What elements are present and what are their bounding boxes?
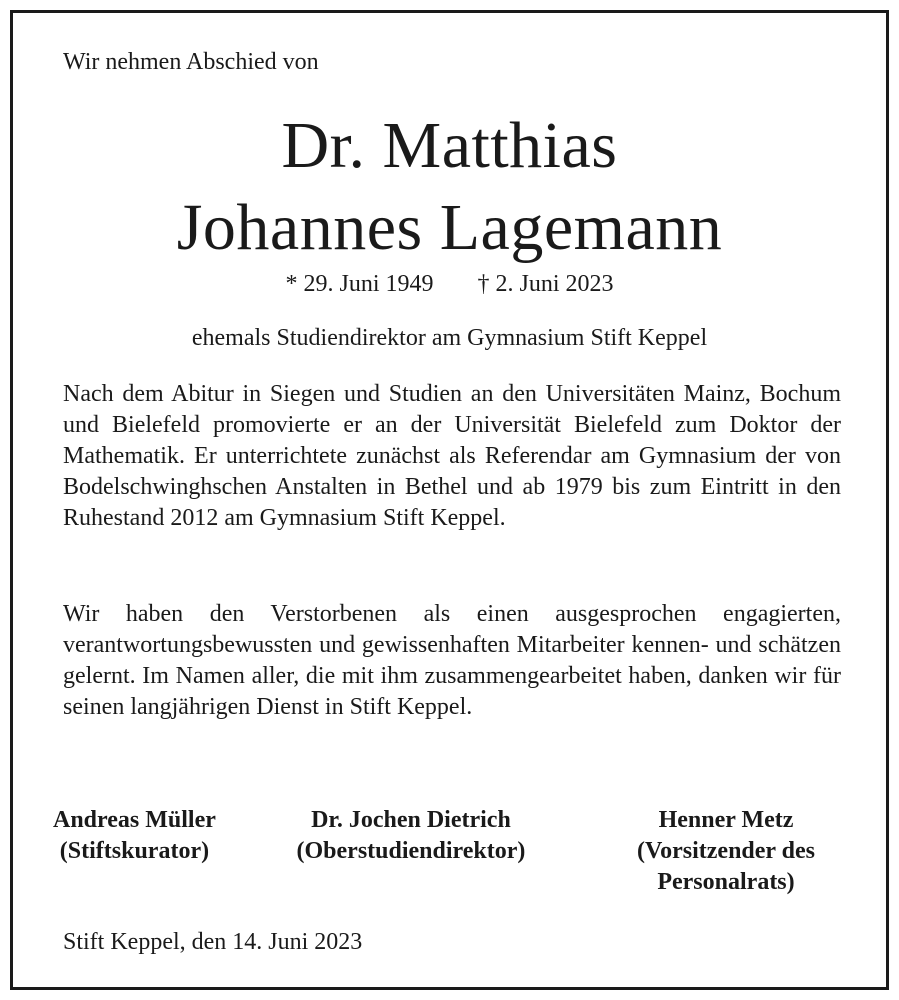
signer-title: (Oberstudiendirektor) [296, 838, 526, 864]
signer-title: (Stiftskurator) [59, 838, 210, 864]
death-date: † 2. Juni 2023 [477, 271, 614, 297]
life-dates [13, 271, 886, 298]
tribute-paragraph: Wir haben den Verstorbenen als einen ausgesprochen engagierten, verantwortungsbewussten und gewissenhaften Mitarbeiter kennen- und schätzen gelernt. Im Namen aller, die mit ihm zusammengearbeitet haben, danken wir für seinen langjährigen Dienst in Stift Keppel. [63, 601, 841, 720]
former-role: ehemals Studiendirektor am Gymnasium Stift Keppel [191, 325, 708, 351]
obituary-notice [10, 10, 889, 990]
name-line-2: Johannes Lagemann [176, 191, 723, 264]
deceased-name [13, 105, 886, 269]
signer-name: Dr. Jochen Dietrich [311, 807, 511, 833]
place-and-date: Stift Keppel, den 14. Juni 2023 [63, 929, 363, 955]
signer-2 [297, 805, 526, 898]
birth-date: * 29. Juni 1949 [285, 271, 434, 297]
signer-title: (Vorsitzender des Personalrats) [637, 838, 815, 895]
signer-3 [606, 805, 846, 898]
name-line-1: Dr. Matthias [281, 109, 618, 182]
signatories [53, 805, 846, 898]
signer-name: Henner Metz [658, 807, 794, 833]
intro-text: Wir nehmen Abschied von [63, 49, 319, 75]
biography-paragraph: Nach dem Abitur in Siegen und Studien an den Universitäten Mainz, Bochum und Bielefeld promovierte er an der Universität Bielefeld zum Doktor der Mathematik. Er unterrichtete zunächst als Referendar am Gymnasium der von Bodelschwinghschen Anstalten in Bethel und ab 1979 bis zum Eintritt in den Ruhestand 2012 am Gymnasium Stift Keppel. [63, 381, 841, 531]
signer-name: Andreas Müller [53, 807, 216, 833]
signer-1 [53, 805, 216, 898]
